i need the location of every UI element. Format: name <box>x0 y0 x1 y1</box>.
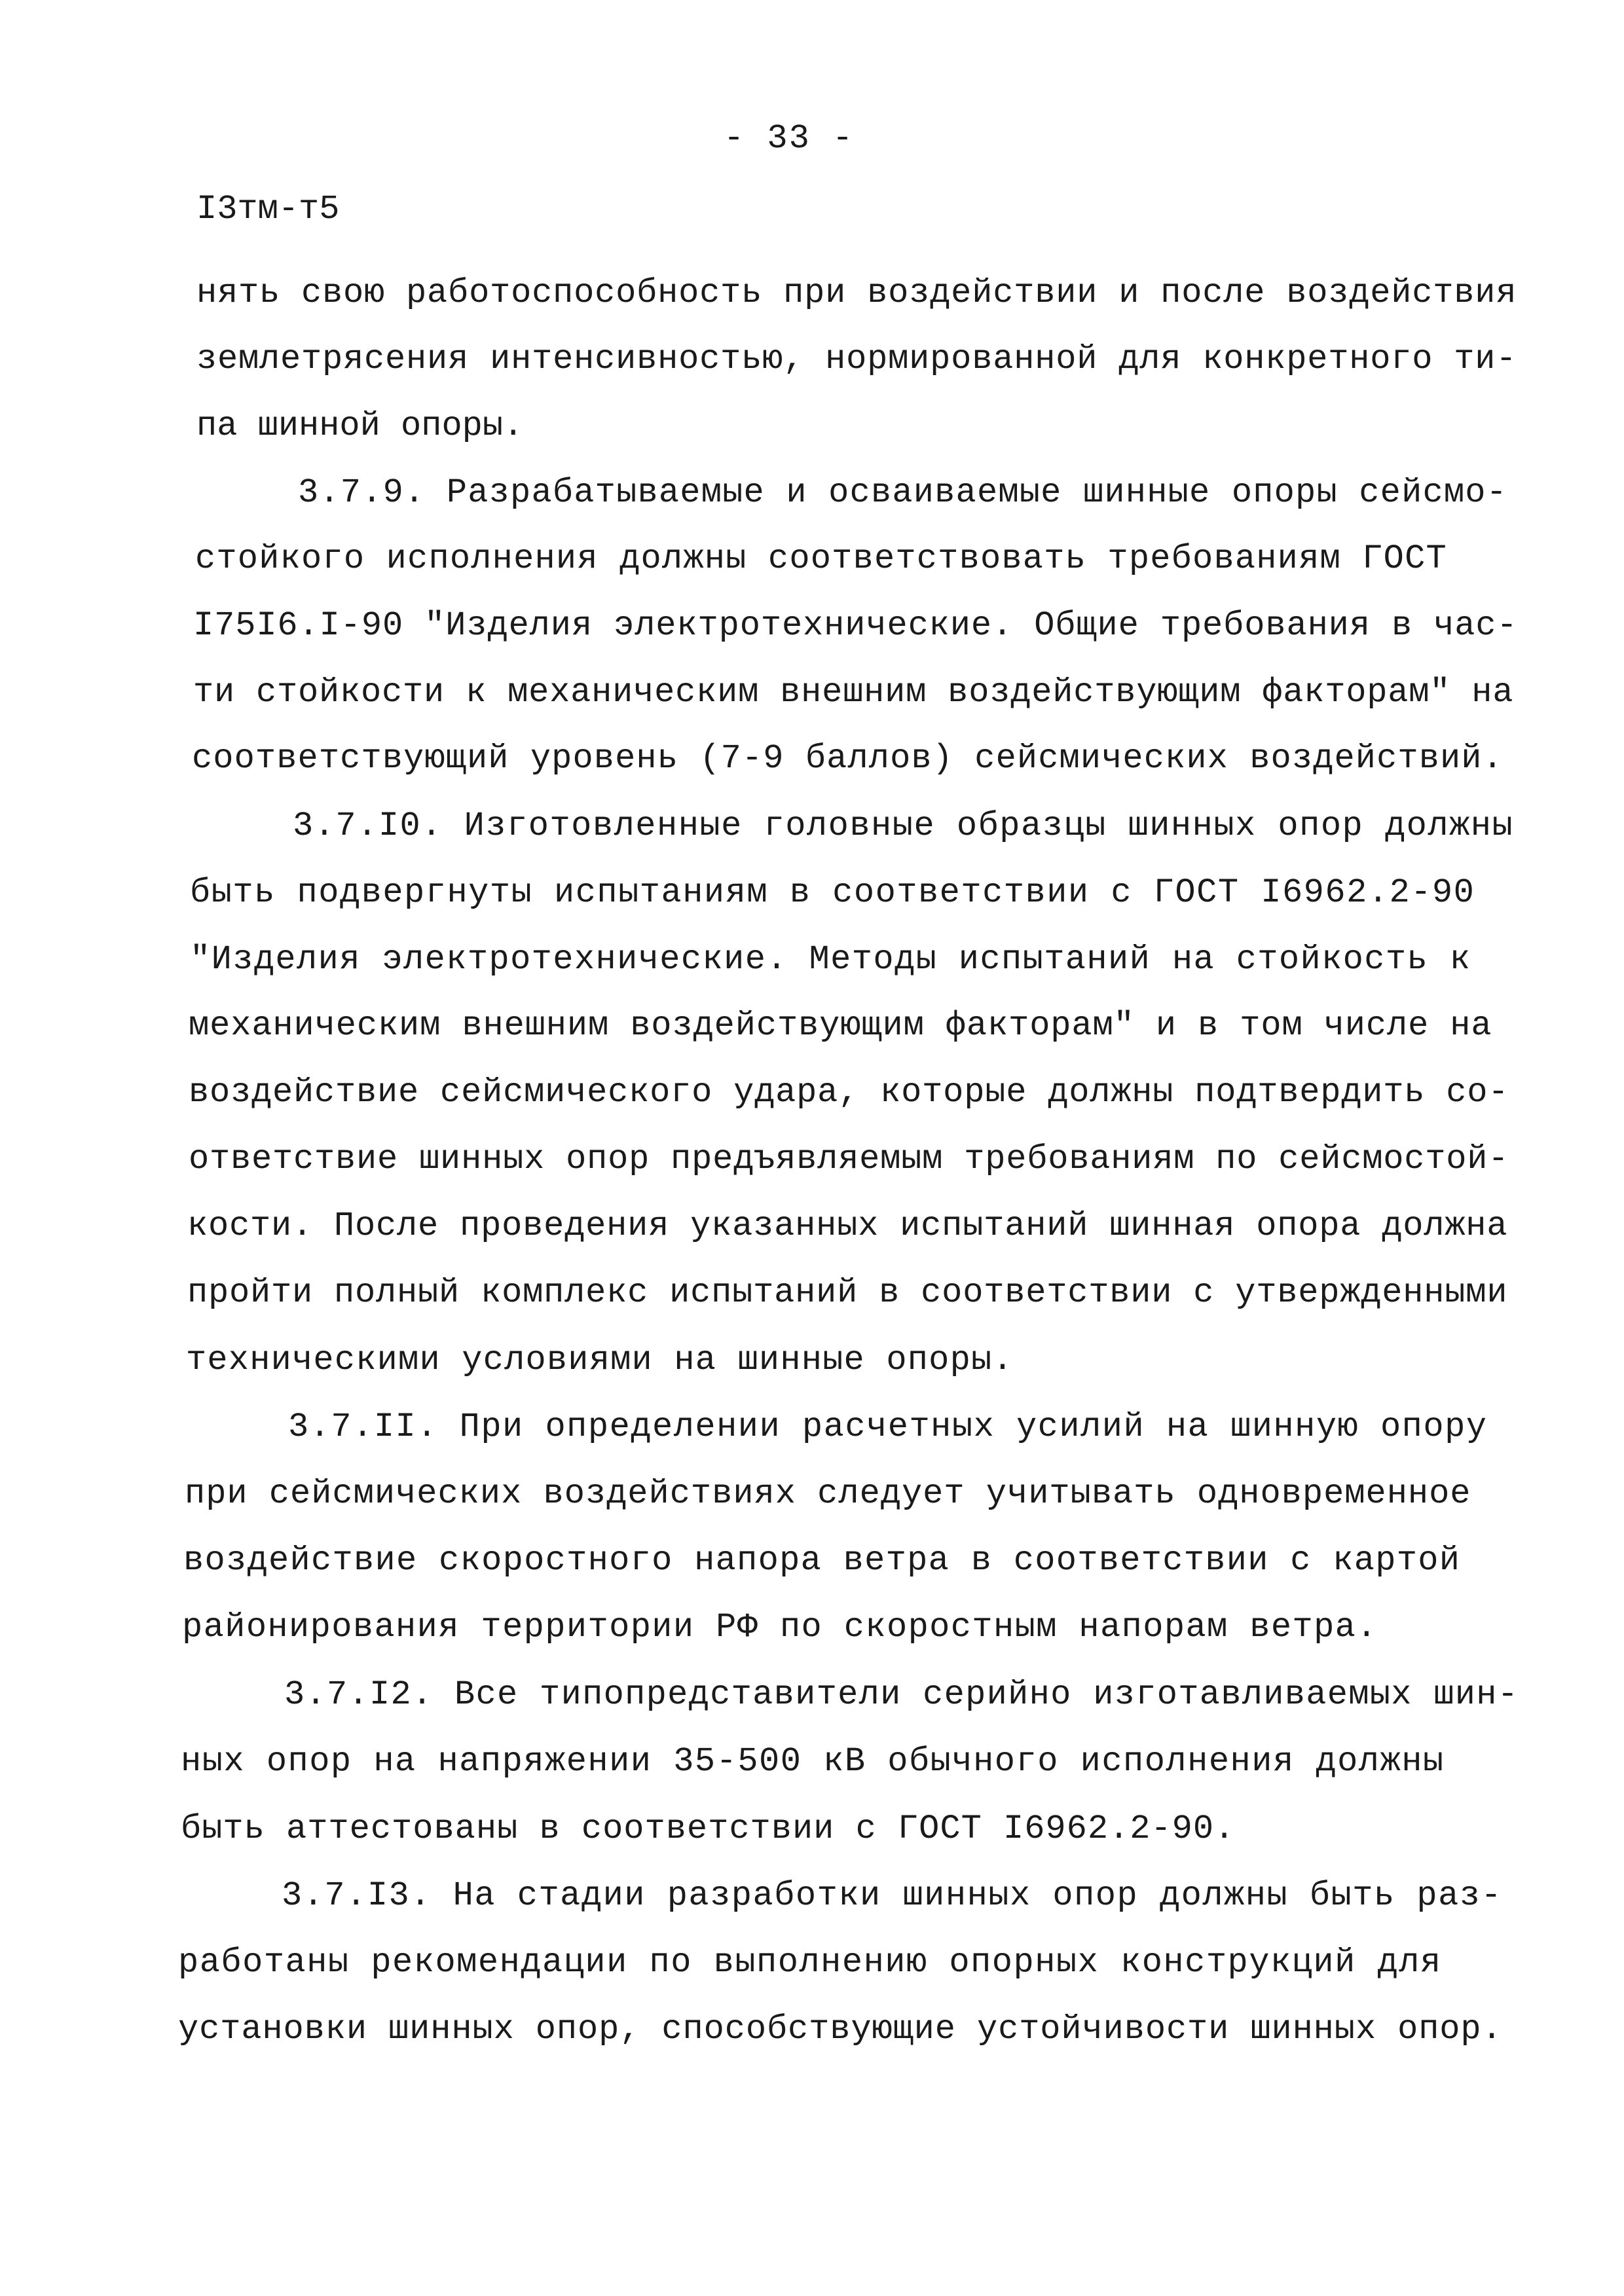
text-line: пройти полный комплекс испытаний в соответствии с утвержденными <box>187 1273 1508 1312</box>
text-line: районирования территории РФ по скоростным напорам ветра. <box>182 1608 1378 1647</box>
text-line: I75I6.I-90 "Изделия электротехнические. Общие требования в час- <box>193 606 1518 645</box>
text-line: соответствующий уровень (7-9 баллов) сейсмических воздействий. <box>192 739 1504 778</box>
text-line: 3.7.II. При определении расчетных усилий на шинную опору <box>288 1408 1488 1446</box>
text-line: нять свою работоспособность при воздействии и после воздействия <box>196 274 1517 312</box>
text-line: техническими условиями на шинные опоры. <box>186 1341 1014 1379</box>
text-line: механическим внешним воздействующим факторам" и в том числе на <box>189 1006 1492 1045</box>
page-number: - 33 - <box>724 119 855 158</box>
text-line: ных опор на напряжении 35-500 кВ обычного исполнения должны <box>181 1742 1445 1781</box>
text-line: кости. После проведения указанных испытаний шинная опора должна <box>187 1207 1508 1245</box>
text-line: при сейсмических воздействиях следует учитывать одновременное <box>185 1474 1471 1513</box>
text-line: быть аттестованы в соответствии с ГОСТ I6962.2-90. <box>181 1810 1236 1848</box>
text-line: "Изделия электротехнические. Методы испытаний на стойкость к <box>190 940 1471 979</box>
text-line: воздействие сейсмического удара, которые должны подтвердить со- <box>189 1073 1509 1112</box>
text-line: воздействие скоростного напора ветра в соответствии с картой <box>183 1541 1461 1580</box>
text-line: работаны рекомендации по выполнению опорных конструкций для <box>178 1943 1442 1982</box>
text-line: землетрясения интенсивностью, нормированной для конкретного ти- <box>196 340 1517 378</box>
text-line: 3.7.I0. Изготовленные головные образцы шинных опор должны <box>293 807 1514 845</box>
document-code: I3тм-т5 <box>196 190 340 228</box>
text-line: стойкого исполнения должны соответствовать требованиям ГОСТ <box>195 539 1447 578</box>
text-line: 3.7.9. Разрабатываемые и осваиваемые шинные опоры сейсмо- <box>298 473 1508 512</box>
text-line: быть подвергнуты испытаниям в соответствии с ГОСТ I6962.2-90 <box>190 873 1475 912</box>
text-line: 3.7.I2. Все типопредставители серийно изготавливаемых шин- <box>284 1675 1519 1714</box>
text-line: ответствие шинных опор предъявляемым требованиям по сейсмостой- <box>189 1140 1509 1178</box>
text-line: установки шинных опор, способствующие устойчивости шинных опор. <box>178 2010 1503 2049</box>
text-line: ти стойкости к механическим внешним воздействующим факторам" на <box>193 673 1514 712</box>
text-line: 3.7.I3. На стадии разработки шинных опор должны быть раз- <box>282 1876 1503 1915</box>
text-line: па шинной опоры. <box>196 407 524 445</box>
